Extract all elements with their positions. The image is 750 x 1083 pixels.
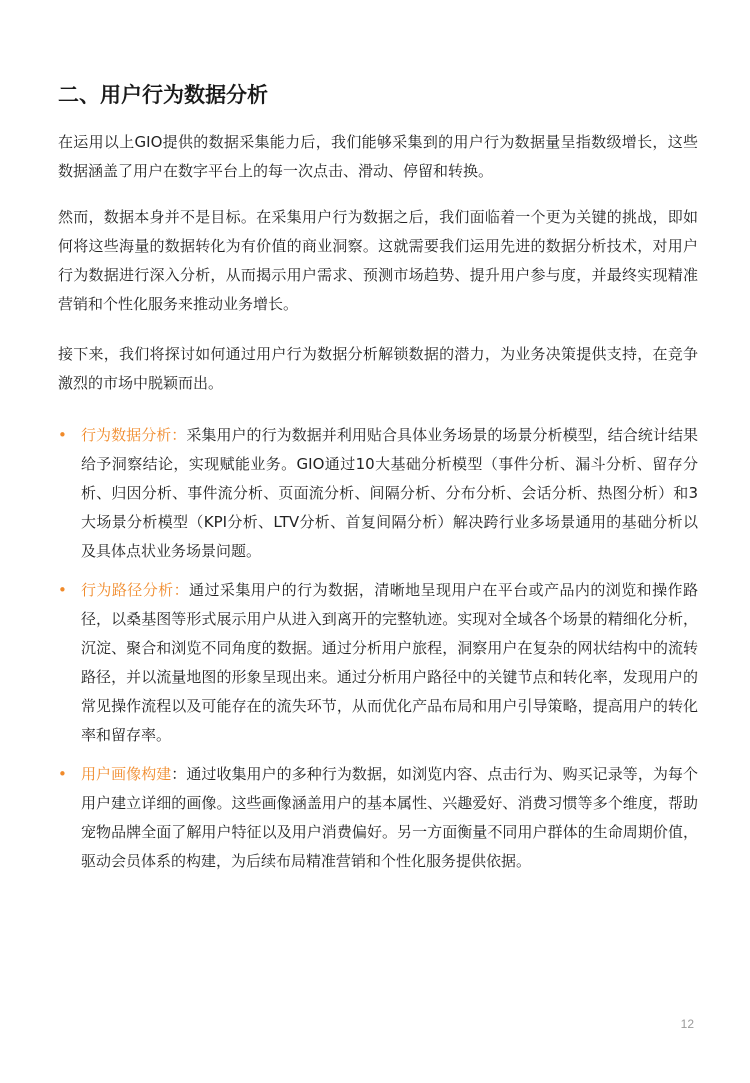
bullet-dot-icon: • [58, 765, 67, 783]
bullet-text: 采集用户的行为数据并利用贴合具体业务场景的场景分析模型，结合统计结果给予洞察结论，实现赋能业务。GIO通过10大基础分析模型（事件分析、漏斗分析、留存分析、归因分析、事件流分析、页面流分析、间隔分析、分布分析、会话分析、热图分析）和3大场景分析模型（KPI分析、LTV分析、首复间隔分析）解决跨行业多场景通用的基础分析以及具体点状业务场景问题。 [81, 426, 698, 560]
bullet-term: 行为数据分析： [81, 426, 187, 444]
bullet-dot-icon: • [58, 426, 67, 444]
paragraph-next: 接下来，我们将探讨如何通过用户行为数据分析解锁数据的潜力，为业务决策提供支持，在竞争激烈的市场中脱颖而出。 [58, 345, 698, 392]
list-item [58, 576, 698, 750]
page-number: 12 [680, 1017, 694, 1031]
bullet-term: 行为路径分析： [81, 581, 190, 599]
bullet-text: 通过采集用户的行为数据，清晰地呈现用户在平台或产品内的浏览和操作路径，以桑基图等形式展示用户从进入到离开的完整轨迹。实现对全域各个场景的精细化分析，沉淀、聚合和浏览不同角度的数据。通过分析用户旅程，洞察用户在复杂的网状结构中的流转路径，并以流量地图的形象呈现出来。通过分析用户路径中的关键节点和转化率，发现用户的常见操作流程以及可能存在的流失环节，从而优化产品布局和用户引导策略，提高用户的转化率和留存率。 [81, 581, 698, 744]
bullet-dot-icon: • [58, 581, 67, 599]
paragraph-challenge: 然而，数据本身并不是目标。在采集用户行为数据之后，我们面临着一个更为关键的挑战，即如何将这些海量的数据转化为有价值的商业洞察。这就需要我们运用先进的数据分析技术，对用户行为数据进行深入分析，从而揭示用户需求、预测市场趋势、提升用户参与度，并最终实现精准营销和个性化服务来推动业务增长。 [58, 208, 698, 313]
bullet-text: ：通过收集用户的多种行为数据，如浏览内容、点击行为、购买记录等，为每个用户建立详细的画像。这些画像涵盖用户的基本属性、兴趣爱好、消费习惯等多个维度，帮助宠物品牌全面了解用户特征以及用户消费偏好。另一方面衡量不同用户群体的生命周期价值，驱动会员体系的构建，为后续布局精准营销和个性化服务提供依据。 [81, 765, 698, 870]
list-item [58, 760, 698, 876]
paragraph-intro: 在运用以上GIO提供的数据采集能力后，我们能够采集到的用户行为数据量呈指数级增长，这些数据涵盖了用户在数字平台上的每一次点击、滑动、停留和转换。 [58, 133, 698, 180]
bullet-list [58, 421, 698, 876]
list-item [58, 421, 698, 566]
section-title: 二、用户行为数据分析 [58, 83, 268, 107]
bullet-term: 用户画像构建 [81, 765, 172, 783]
